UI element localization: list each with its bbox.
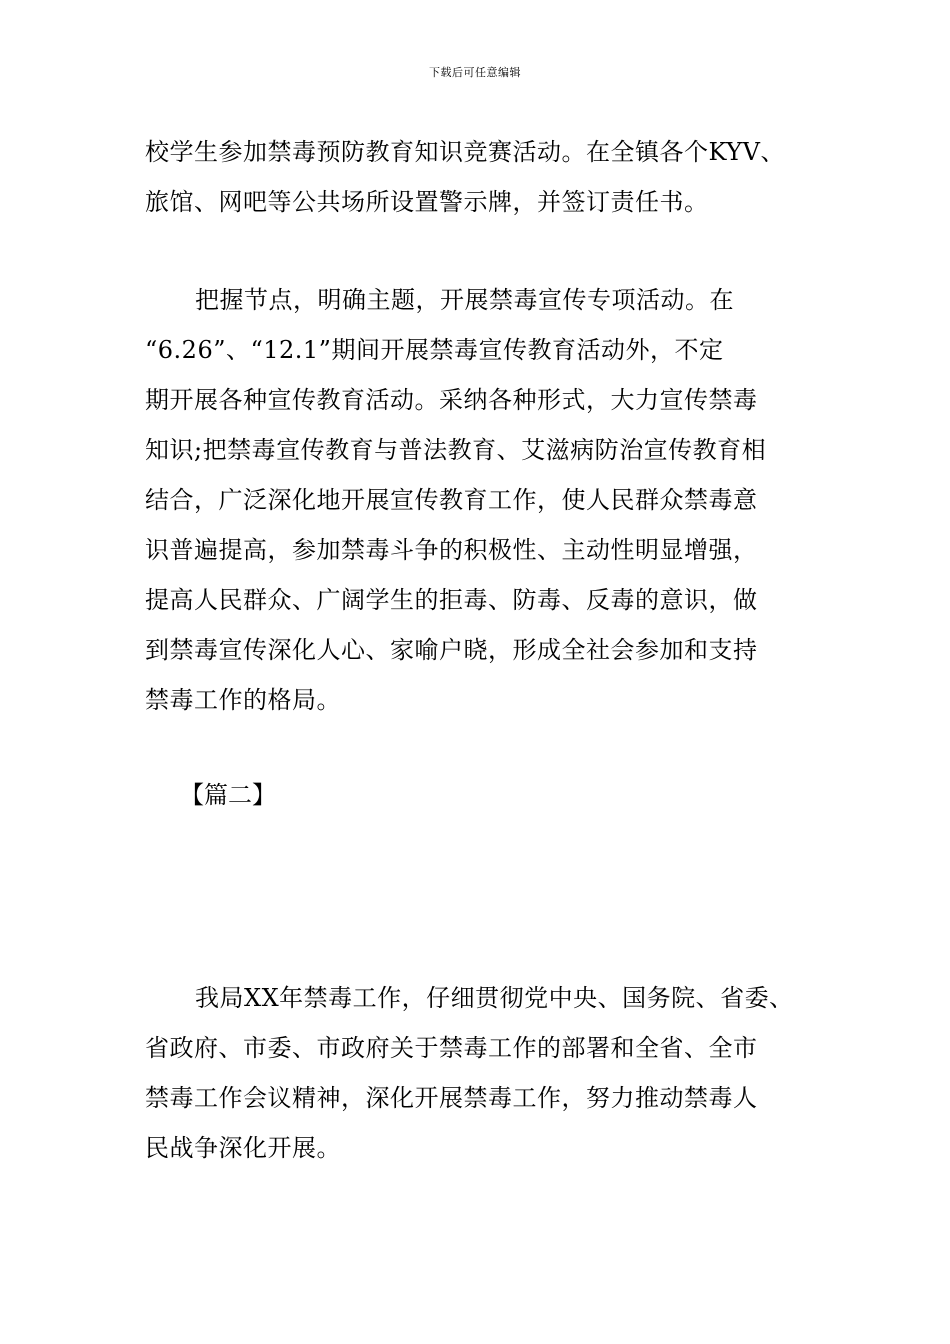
paragraph-1-line: 旅馆、网吧等公共场所设置警示牌，并签订责任书。 <box>145 188 709 216</box>
paragraph-2-line: 把握节点，明确主题，开展禁毒宣传专项活动。在 <box>195 286 734 314</box>
paragraph-2-line: 禁毒工作的格局。 <box>145 686 341 714</box>
paragraph-2 <box>145 275 815 725</box>
paragraph-2-line: 结合，广泛深化地开展宣传教育工作，使人民群众禁毒意 <box>145 486 758 514</box>
paragraph-3-line: 禁毒工作会议精神，深化开展禁毒工作，努力推动禁毒人 <box>145 1084 758 1112</box>
paragraph-2-line: 到禁毒宣传深化人心、家喻户晓，形成全社会参加和支持 <box>145 636 758 664</box>
paragraph-2-line: 提高人民群众、广阔学生的拒毒、防毒、反毒的意识，做 <box>145 586 758 614</box>
paragraph-3 <box>145 973 815 1173</box>
paragraph-2-line: 识普遍提高，参加禁毒斗争的积极性、主动性明显增强， <box>145 536 758 564</box>
paragraph-3-line: 省政府、市委、市政府关于禁毒工作的部署和全省、全市 <box>145 1034 758 1062</box>
paragraph-3-line: 民战争深化开展。 <box>145 1134 341 1162</box>
paragraph-2-line: 知识;把禁毒宣传教育与普法教育、艾滋病防治宣传教育相 <box>145 436 767 464</box>
header-note: 下载后可任意编辑 <box>429 66 521 79</box>
paragraph-2-line: 期开展各种宣传教育活动。采纳各种形式，大力宣传禁毒 <box>145 386 758 414</box>
section-heading: 【篇二】 <box>180 781 276 809</box>
paragraph-1 <box>145 127 815 227</box>
paragraph-3-line: 我局XX年禁毒工作，仔细贯彻党中央、国务院、省委、 <box>195 984 794 1012</box>
paragraph-2-line: “6.26”、“12.1”期间开展禁毒宣传教育活动外，不定 <box>145 336 724 364</box>
paragraph-1-line: 校学生参加禁毒预防教育知识竞赛活动。在全镇各个KYV、 <box>145 138 785 166</box>
